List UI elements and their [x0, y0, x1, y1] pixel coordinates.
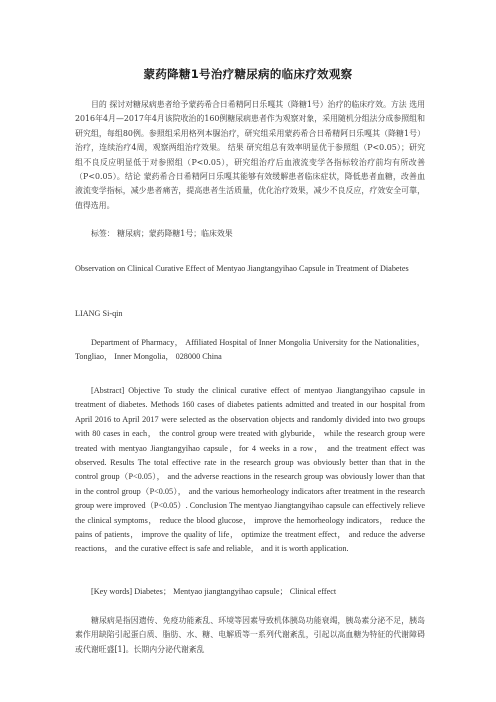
chinese-keywords: 标签： 糖尿病；蒙药降糖1号；临床效果	[91, 229, 233, 238]
english-title: Observation on Clinical Curative Effect of Mentyao Jiangtangyihao Capsule in Treatment of Diabetes	[75, 264, 409, 273]
author-affiliation: Department of Pharmacy， Affiliated Hospital of Inner Mongolia University for the Nationalities， Tongliao， Inner Mongolia， 028000 China	[75, 338, 425, 362]
body-paragraph: 糖尿病是指因遗传、免疫功能紊乱、环境等因素导致机体胰岛功能衰竭，胰岛素分泌不足，胰岛素作用缺陷引起蛋白质、脂肪、水、糖、电解质等一系列代谢紊乱，引起以高血糖为特征的代谢障碍或代谢旺盛[1]。长期内分泌代谢紊乱	[75, 616, 425, 654]
author-name: LIANG Si-qin	[75, 309, 123, 318]
english-keywords: [Key words] Diabetes； Mentyao jiangtangyihao capsule； Clinical effect	[91, 587, 337, 596]
article-title: 蒙药降糖1号治疗糖尿病的临床疗效观察	[143, 67, 353, 81]
chinese-abstract: 目的 探讨对糖尿病患者给予蒙药希合日希精阿日乐嘎其（降糖1号）治疗的临床疗效。方法 选用2016年4月—2017年4月该院收治的160例糖尿病患者作为观察对象，采用随机分组法分成参照组和研究组，每组80例。参照组采用格列本脲治疗，研究组采用蒙药希合日希精阿日乐嘎其（降糖1号）治疗，连续治疗4周，观察两组治疗效果。 结果 研究组总有效率明显优于参照组（P<0.05）；研究组不良反应明显低于对参照组（P<0.05），研究组治疗后血液流变学各指标较治疗前均有所改善（P<0.05）。结论 蒙药希合日希精阿日乐嘎其能够有效缓解患者临床症状，降低患者血糖，改善血液流变学指标，减少患者痛苦，提高患者生活质量，优化治疗效果，减少不良反应，疗效安全可靠，值得选用。	[75, 100, 425, 210]
english-abstract: [Abstract] Objective To study the clinical curative effect of mentyao Jiangtangyihao capsule in treatment of diabetes. Methods 160 cases of diabetes patients admitted and treated in our hospital from April 2016 to April 2017 were selected as the observation objects and randomly divided into two groups with 80 cases in each， the control group were treated with glyburide， while the research group were treated with mentyao Jiangtangyihao capsule，for 4 weeks in a row， and the treatment effect was observed. Results The total effective rate in the research group was obviously better than that in the control group（P<0.05）， and the adverse reactions in the research group was obviously lower than that in the control group（P<0.05）， and the various hemorheology indicators after treatment in the research group were improved（P<0.05）. Conclusion The mentyao Jiangtangyihao capsule can effectively relieve the clinical symptoms， reduce the blood glucose， improve the hemorheology indicators， reduce the pains of patients， improve the quality of life， optimize the treatment effect， and reduce the adverse reactions， and the curative effect is safe and reliable， and it is worth application.	[75, 386, 425, 554]
